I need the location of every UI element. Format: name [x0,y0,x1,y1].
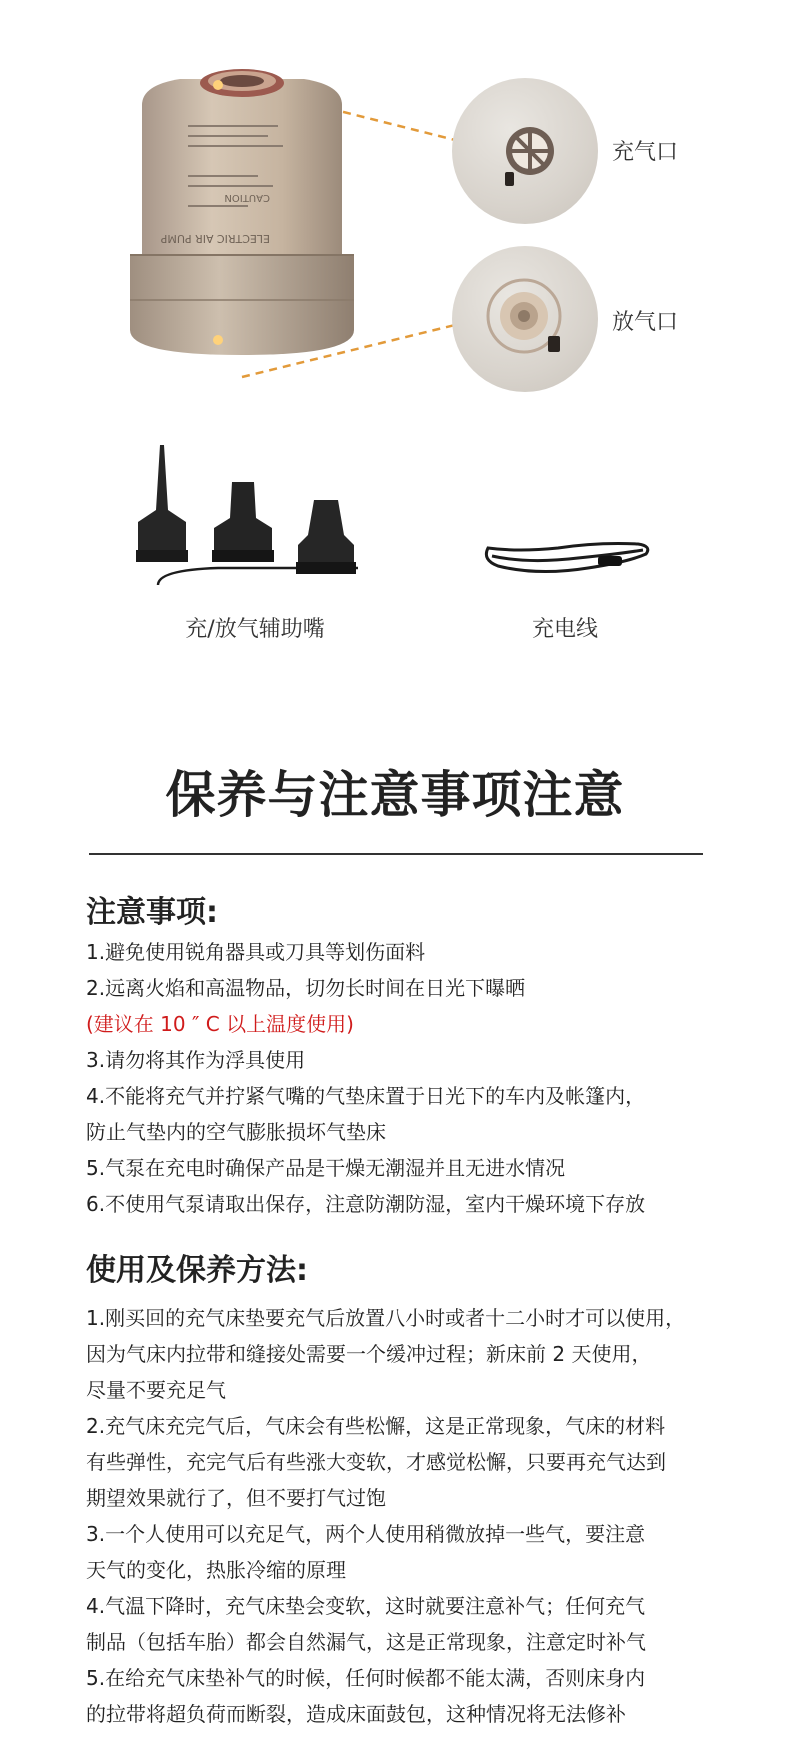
notice-line-6: 防止气垫内的空气膨胀损坏气垫床 [86,1120,386,1144]
care-line-8: 天气的变化，热胀冷缩的原理 [86,1558,346,1582]
care-line-11: 5.在给充气床垫补气的时候，任何时候都不能太满，否则床身内 [86,1666,646,1690]
notice-line-1: 1.避免使用锐角器具或刀具等划伤面料 [86,940,426,964]
notice-line-5: 4.不能将充气并拧紧气嘴的气垫床置于日光下的车内及帐篷内， [86,1084,646,1108]
inflate-port-icon [452,78,598,224]
nozzle-set-image [128,440,378,590]
care-line-7: 3.一个人使用可以充足气，两个人使用稍微放掉一些气，要注意 [86,1522,646,1546]
notice-line-4: 3.请勿将其作为浮具使用 [86,1048,306,1072]
page-title: 保养与注意事项注意 [165,766,625,824]
care-line-4: 2.充气床充完气后，气床会有些松懈，这是正常现象，气床的材料 [86,1414,666,1438]
care-heading: 使用及保养方法: [86,1253,308,1288]
care-line-10: 制品（包括车胎）都会自然漏气，这是正常现象，注意定时补气 [86,1630,646,1654]
care-line-6: 期望效果就行了，但不要打气过饱 [86,1486,386,1510]
care-line-5: 有些弹性，充完气后有些涨大变软，才感觉松懈，只要再充气达到 [86,1450,666,1474]
care-line-1: 1.刚买回的充气床垫要充气后放置八小时或者十二小时才可以使用， [86,1306,686,1330]
deflate-port-icon [452,246,598,392]
notice-heading: 注意事项: [86,895,218,930]
deflate-port-image [452,246,598,392]
notice-line-8: 6.不使用气泵请取出保存，注意防潮防湿，室内干燥环境下存放 [86,1192,646,1216]
title-divider [89,853,703,855]
deflate-port-label: 放气口 [612,310,679,335]
charging-cable-label: 充电线 [531,617,598,642]
inflate-port-label: 充气口 [612,140,679,165]
notice-line-7: 5.气泵在充电时确保产品是干燥无潮湿并且无进水情况 [86,1156,566,1180]
notice-line-3-highlight: (建议在 10 ″ C 以上温度使用) [86,1012,354,1036]
charging-cable-image [478,528,658,588]
notice-line-2: 2.远离火焰和高温物品，切勿长时间在日光下曝晒 [86,976,526,1000]
care-line-9: 4.气温下降时，充气床垫会变软，这时就要注意补气；任何充气 [86,1594,646,1618]
air-pump-image [120,55,360,395]
pump-print-line2: CAUTION [224,192,270,203]
inflate-port-image [452,78,598,224]
product-section [0,0,790,660]
pump-print-line1: ELECTRIC AIR PUMP [160,232,270,245]
care-line-12: 的拉带将超负荷而断裂，造成床面鼓包，这种情况将无法修补 [86,1702,626,1726]
care-line-2: 因为气床内拉带和缝接处需要一个缓冲过程；新床前 2 天使用， [86,1342,652,1366]
nozzle-set-label: 充/放气辅助嘴 [185,617,325,642]
care-line-3: 尽量不要充足气 [86,1378,226,1402]
